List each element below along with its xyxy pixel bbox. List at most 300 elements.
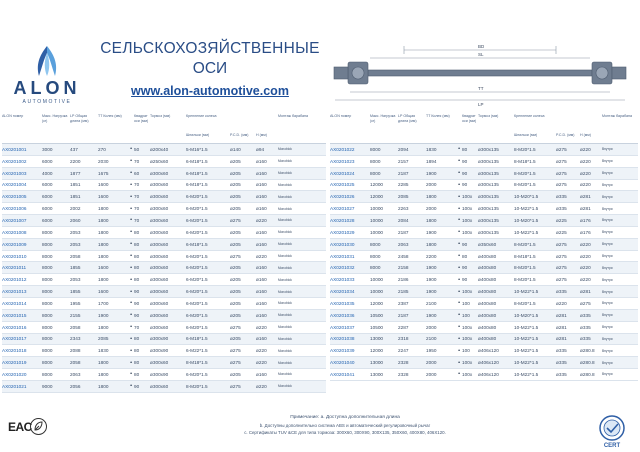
table-cell: ø205: [230, 194, 241, 200]
part-number-link[interactable]: AX0201012: [2, 277, 27, 283]
table-cell: Monoblok: [278, 159, 292, 164]
column-header: Тормоз (мм): [150, 114, 171, 118]
table-cell: 1800: [98, 229, 109, 235]
table-cell: ø220: [580, 146, 591, 152]
column-header: LP Общая длина (мм): [398, 114, 417, 123]
table-cell: 1900: [426, 265, 437, 271]
certification-seal-icon: [592, 413, 632, 449]
table-cell: 1600: [98, 265, 109, 271]
table-cell: 2100: [426, 300, 437, 306]
table-cell: ø281: [556, 336, 567, 342]
part-number-link[interactable]: AX0201025: [330, 182, 355, 188]
table-cell: 10-M20*1.5: [514, 312, 539, 318]
table-cell: ø300x60: [150, 265, 169, 271]
brand-tagline: AUTOMOTIVE: [22, 99, 72, 105]
table-cell: •: [130, 241, 132, 248]
part-number-link[interactable]: AX0201036: [330, 312, 355, 318]
table-cell: ø220: [256, 217, 267, 223]
part-number-link[interactable]: AX0201009: [2, 241, 27, 247]
table-cell: 1900: [98, 312, 109, 318]
part-number-link[interactable]: AX0201007: [2, 217, 27, 223]
part-number-link[interactable]: AX0201041: [330, 371, 355, 377]
table-cell: Внутри: [602, 277, 613, 282]
table-cell: 10000: [370, 277, 384, 283]
part-number-link[interactable]: AX0201017: [2, 336, 27, 342]
table-cell: 1800: [98, 371, 109, 377]
part-number-link[interactable]: AX0201026: [330, 194, 355, 200]
table-cell: 8000: [42, 312, 53, 318]
table-cell: ø275: [556, 277, 567, 283]
column-header: [126, 111, 134, 143]
table-cell: 6-M18*1.5: [186, 170, 208, 176]
table-cell: ø300x60: [150, 229, 169, 235]
table-cell: •: [458, 181, 460, 188]
table-cell: Monoblok: [278, 194, 292, 199]
table-cell: 1600: [98, 289, 109, 295]
table-cell: •: [130, 288, 132, 295]
table-cell: 2000: [426, 324, 437, 330]
part-number-link[interactable]: AX0201021: [2, 383, 27, 389]
table-cell: 2002: [70, 206, 81, 212]
table-cell: ø275: [556, 170, 567, 176]
table-row: [330, 203, 638, 215]
table-cell: Monoblok: [278, 336, 292, 341]
table-cell: ø275: [230, 348, 241, 354]
table-row: [2, 227, 326, 239]
table-cell: 8-M20*1.5: [514, 265, 536, 271]
table-cell: Внутри: [602, 218, 613, 223]
table-cell: ø350x60: [478, 241, 497, 247]
part-number-link[interactable]: AX0201002: [2, 158, 27, 164]
part-number-link[interactable]: AX0201028: [330, 217, 355, 223]
table-cell: 1851: [70, 182, 81, 188]
part-number-link[interactable]: AX0201019: [2, 360, 27, 366]
table-cell: ø406x120: [478, 371, 499, 377]
footnote-a: Примечание: a. Доступна дополнительная длина: [290, 415, 400, 420]
part-number-link[interactable]: AX0201006: [2, 206, 27, 212]
table-cell: ø220: [580, 158, 591, 164]
table-cell: 1830: [426, 146, 437, 152]
table-cell: ø225: [556, 229, 567, 235]
table-cell: 2084: [398, 217, 409, 223]
table-cell: ø176: [580, 217, 591, 223]
table-cell: 90: [462, 158, 468, 164]
part-number-link[interactable]: AX0201037: [330, 324, 355, 330]
part-number-link[interactable]: AX0201015: [2, 312, 27, 318]
table-cell: 70: [134, 206, 140, 212]
table-cell: ø300x60: [150, 289, 169, 295]
table-cell: 10500: [370, 324, 384, 330]
table-cell: 8-M18*1.5: [186, 360, 208, 366]
axle-spec-table-left: [2, 111, 326, 393]
table-cell: 1851: [70, 194, 81, 200]
table-cell: ø300x135: [478, 206, 499, 212]
table-cell: 10-M22*1.5: [514, 206, 539, 212]
table-cell: 90: [462, 241, 468, 247]
table-cell: ø160: [256, 241, 267, 247]
table-row: [2, 180, 326, 192]
table-cell: 2318: [398, 336, 409, 342]
table-cell: 10-M22*1.5: [514, 348, 539, 354]
table-cell: ø275: [230, 253, 241, 259]
table-cell: 12000: [370, 348, 384, 354]
part-number-link[interactable]: AX0201023: [330, 158, 355, 164]
table-cell: 2053: [70, 277, 81, 283]
column-subheader: P.C.D. (мм): [230, 133, 249, 137]
column-header: Тормоз (мм): [478, 114, 499, 118]
table-row: [2, 310, 326, 322]
table-cell: 6000: [42, 158, 53, 164]
table-cell: •: [130, 229, 132, 236]
part-number-link[interactable]: AX0201032: [330, 265, 355, 271]
table-cell: 10-M20*1.5: [514, 217, 539, 223]
table-cell: 10000: [370, 289, 384, 295]
column-subheader: P.C.D. (мм): [556, 133, 575, 137]
table-cell: Внутри: [602, 254, 613, 259]
table-cell: ø205: [230, 336, 241, 342]
table-cell: ø300x60: [150, 312, 169, 318]
table-cell: •: [458, 229, 460, 236]
table-cell: 10-M22*1.5: [514, 360, 539, 366]
part-number-link[interactable]: AX0201008: [2, 229, 27, 235]
table-cell: •: [130, 359, 132, 366]
table-cell: ø300x135: [478, 194, 499, 200]
table-cell: ø160: [256, 371, 267, 377]
table-cell: Monoblok: [278, 171, 292, 176]
part-number-link[interactable]: AX0201004: [2, 182, 27, 188]
table-cell: Внутри: [602, 194, 613, 199]
table-cell: •: [130, 264, 132, 271]
website-link[interactable]: www.alon-automotive.com: [131, 84, 289, 98]
table-row: [330, 251, 638, 263]
part-number-link[interactable]: AX0201029: [330, 229, 355, 235]
table-cell: 2058: [70, 360, 81, 366]
table-row: [2, 322, 326, 334]
table-cell: 10-M22*1.5: [514, 336, 539, 342]
table-cell: 100x: [462, 229, 473, 235]
drawing-label-tt: TT: [478, 86, 484, 91]
table-cell: ø281: [580, 194, 591, 200]
table-cell: Monoblok: [278, 206, 292, 211]
table-row: [2, 334, 326, 346]
table-cell: •: [458, 347, 460, 354]
wheel-mount-subheaders: [514, 133, 602, 138]
table-cell: ø335: [556, 289, 567, 295]
part-number-link[interactable]: AX0201013: [2, 289, 27, 295]
part-number-link[interactable]: AX0201018: [2, 348, 27, 354]
table-cell: 1900: [426, 289, 437, 295]
table-cell: ø300x135: [478, 229, 499, 235]
table-cell: ø220: [556, 300, 567, 306]
column-header: ALON номер: [330, 114, 352, 118]
table-cell: 8000: [42, 324, 53, 330]
table-row: [330, 310, 638, 322]
table-row: [2, 274, 326, 286]
table-cell: ø300x60: [150, 324, 169, 330]
table-row: [2, 286, 326, 298]
table-cell: ø300x60: [150, 194, 169, 200]
table-cell: 1800: [98, 217, 109, 223]
table-cell: ø335: [580, 324, 591, 330]
table-cell: ø281: [580, 289, 591, 295]
table-cell: ø205: [230, 229, 241, 235]
table-cell: Внутри: [602, 182, 613, 187]
part-number-link[interactable]: AX0201011: [2, 265, 27, 271]
table-cell: •: [458, 371, 460, 378]
table-cell: Monoblok: [278, 265, 292, 270]
table-cell: ø300x60: [150, 241, 169, 247]
table-cell: 10-M22*1.5: [514, 229, 539, 235]
part-number-link[interactable]: AX0201010: [2, 253, 27, 259]
table-cell: Внутри: [602, 372, 613, 377]
table-cell: •: [458, 300, 460, 307]
part-number-link[interactable]: AX0201014: [2, 300, 27, 306]
table-cell: ø300x60: [150, 217, 169, 223]
table-cell: 1800: [426, 241, 437, 247]
table-row: [2, 215, 326, 227]
table-cell: 1675: [98, 170, 109, 176]
table-cell: 1900: [426, 229, 437, 235]
table-cell: 80: [462, 253, 468, 259]
table-row: [330, 369, 638, 381]
footnote-b: b. Доступны дополнительно система ABS и автоматический регулировочный рычаг: [259, 423, 431, 428]
column-header: [580, 111, 602, 143]
part-number-link[interactable]: AX0201005: [2, 194, 27, 200]
table-cell: 2187: [398, 229, 409, 235]
table-cell: 8000: [370, 170, 381, 176]
table-cell: 8000: [42, 277, 53, 283]
table-cell: 8-M20*1.5: [514, 300, 536, 306]
table-cell: 70: [134, 217, 140, 223]
table-cell: ø160: [256, 289, 267, 295]
table-cell: 2285: [398, 182, 409, 188]
table-cell: 1894: [426, 158, 437, 164]
table-cell: 100x: [462, 289, 473, 295]
table-cell: ø300x60: [150, 170, 169, 176]
table-cell: 1800: [98, 360, 109, 366]
table-row: [2, 144, 326, 156]
table-cell: 2263: [398, 206, 409, 212]
wheel-mount-subheaders: [186, 133, 278, 138]
brand-logo: [12, 45, 82, 103]
table-cell: ø275: [556, 182, 567, 188]
table-row: [330, 262, 638, 274]
table-cell: Внутри: [602, 147, 613, 152]
alon-flame-icon: [30, 45, 64, 77]
table-cell: 80: [134, 371, 140, 377]
table-cell: ø200x40: [150, 146, 169, 152]
part-number-link[interactable]: AX0201034: [330, 289, 355, 295]
table-cell: 2328: [398, 360, 409, 366]
table-cell: 100x: [462, 371, 473, 377]
table-cell: 6-M20*1.5: [186, 229, 208, 235]
table-cell: •: [458, 335, 460, 342]
table-cell: Monoblok: [278, 218, 292, 223]
table-cell: •: [130, 371, 132, 378]
table-cell: Внутри: [602, 348, 613, 353]
part-number-link[interactable]: AX0201033: [330, 277, 355, 283]
table-cell: ø160: [256, 182, 267, 188]
table-cell: •: [130, 276, 132, 283]
table-cell: ø275: [230, 217, 241, 223]
eco-leaf-icon: [30, 418, 47, 435]
table-cell: ø140: [230, 146, 241, 152]
table-cell: •: [458, 359, 460, 366]
part-number-link[interactable]: AX0201016: [2, 324, 27, 330]
table-cell: 70: [134, 158, 140, 164]
table-cell: 6-M20*1.5: [186, 312, 208, 318]
table-cell: 90: [134, 289, 140, 295]
part-number-link[interactable]: AX0201024: [330, 170, 355, 176]
table-cell: 100x: [462, 194, 473, 200]
table-cell: 2085: [98, 336, 109, 342]
table-cell: 2186: [398, 277, 409, 283]
table-cell: ø400x80: [478, 289, 497, 295]
table-row: [330, 345, 638, 357]
table-cell: 80: [134, 348, 140, 354]
table-cell: 2155: [70, 312, 81, 318]
table-cell: 100: [462, 300, 470, 306]
part-number-link[interactable]: AX0201030: [330, 241, 355, 247]
table-cell: ø400x80: [478, 265, 497, 271]
table-row: [2, 298, 326, 310]
table-cell: 100: [462, 348, 470, 354]
table-cell: 1800: [98, 324, 109, 330]
table-cell: 8-M18*1.5: [514, 253, 536, 259]
table-cell: 2000: [426, 182, 437, 188]
table-cell: 10-M22*1.5: [514, 289, 539, 295]
table-cell: 12000: [370, 194, 384, 200]
column-header: Монтаж барабана: [602, 114, 632, 118]
table-cell: ø281: [580, 206, 591, 212]
table-cell: 2200: [426, 253, 437, 259]
table-cell: 1800: [98, 277, 109, 283]
table-cell: 3000: [42, 146, 53, 152]
table-cell: 8000: [370, 146, 381, 152]
table-cell: 50: [134, 146, 140, 152]
table-cell: ø300x135: [478, 170, 499, 176]
table-cell: ø400x80: [478, 300, 497, 306]
table-cell: •: [458, 158, 460, 165]
table-cell: •: [458, 217, 460, 224]
table-cell: ø205: [230, 312, 241, 318]
table-cell: ø300x90: [150, 371, 169, 377]
table-cell: 2387: [398, 300, 409, 306]
table-cell: ø220: [580, 253, 591, 259]
table-cell: •: [130, 170, 132, 177]
part-number-link[interactable]: AX0201039: [330, 348, 355, 354]
table-cell: 2088: [70, 348, 81, 354]
part-number-link[interactable]: AX0201001: [2, 146, 27, 152]
column-header: [230, 111, 256, 143]
table-cell: 2187: [398, 170, 409, 176]
table-cell: 2185: [398, 289, 409, 295]
table-cell: ø300x90: [150, 336, 169, 342]
drawing-label-lp: LP: [478, 102, 484, 107]
table-cell: ø400x80: [478, 324, 497, 330]
table-cell: 100x: [462, 336, 473, 342]
table-cell: ø335: [580, 336, 591, 342]
table-cell: 2100: [426, 336, 437, 342]
table-cell: 8000: [42, 348, 53, 354]
table-cell: •: [458, 146, 460, 153]
table-cell: ø220: [256, 360, 267, 366]
table-cell: ø300x60: [150, 182, 169, 188]
column-header: ALON номер: [2, 114, 24, 118]
table-cell: •: [130, 312, 132, 319]
table-row: [2, 156, 326, 168]
table-row: [2, 345, 326, 357]
table-cell: ø275: [230, 360, 241, 366]
table-cell: 80: [134, 253, 140, 259]
table-cell: ø275: [230, 383, 241, 389]
table-cell: 1800: [98, 383, 109, 389]
table-cell: ø205: [230, 158, 241, 164]
drawing-label-bd: BD: [478, 44, 485, 49]
table-cell: 6-M20*1.5: [186, 277, 208, 283]
column-header: Квадрат оси (мм): [462, 114, 477, 123]
table-cell: 2000: [426, 371, 437, 377]
column-header: Крепление колеса: [514, 114, 545, 118]
table-cell: Внутри: [602, 206, 613, 211]
part-number-link[interactable]: AX0201038: [330, 336, 355, 342]
table-row: [2, 168, 326, 180]
table-cell: 10000: [370, 229, 384, 235]
table-cell: ø400x80: [478, 253, 497, 259]
part-number-link[interactable]: AX0201020: [2, 371, 27, 377]
table-cell: 1900: [426, 312, 437, 318]
part-number-link[interactable]: AX0201022: [330, 146, 355, 152]
table-cell: 8000: [42, 253, 53, 259]
table-cell: Внутри: [602, 325, 613, 330]
table-cell: 8000: [42, 289, 53, 295]
part-number-link[interactable]: AX0201040: [330, 360, 355, 366]
part-number-link[interactable]: AX0201031: [330, 253, 355, 259]
column-header: Квадрат оси (мм): [134, 114, 149, 123]
brand-name: ALON: [13, 78, 81, 98]
table-cell: 80: [134, 360, 140, 366]
table-cell: ø280.8: [580, 360, 595, 366]
table-cell: ø160: [256, 277, 267, 283]
table-cell: ø300x135: [478, 158, 499, 164]
table-cell: 70: [134, 324, 140, 330]
part-number-link[interactable]: AX0201027: [330, 206, 355, 212]
table-cell: 1700: [98, 300, 109, 306]
table-cell: Monoblok: [278, 182, 292, 187]
table-cell: Monoblok: [278, 289, 292, 294]
table-cell: 2063: [398, 241, 409, 247]
table-cell: ø400x80: [478, 312, 497, 318]
part-number-link[interactable]: AX0201003: [2, 170, 27, 176]
table-cell: •: [458, 324, 460, 331]
table-cell: •: [130, 193, 132, 200]
table-cell: ø225: [556, 217, 567, 223]
part-number-link[interactable]: AX0201035: [330, 300, 355, 306]
table-cell: ø335: [556, 194, 567, 200]
table-cell: Внутри: [602, 289, 613, 294]
table-cell: 2343: [70, 336, 81, 342]
table-cell: Monoblok: [278, 147, 292, 152]
table-cell: ø205: [230, 289, 241, 295]
table-cell: Внутри: [602, 242, 613, 247]
axle-spec-table-right: [330, 111, 638, 381]
column-header: [556, 111, 580, 143]
table-cell: •: [130, 347, 132, 354]
table-cell: 2053: [70, 229, 81, 235]
column-subheader: Шпильки (мм): [514, 133, 538, 137]
table-cell: 437: [70, 146, 78, 152]
table-cell: Monoblok: [278, 230, 292, 235]
